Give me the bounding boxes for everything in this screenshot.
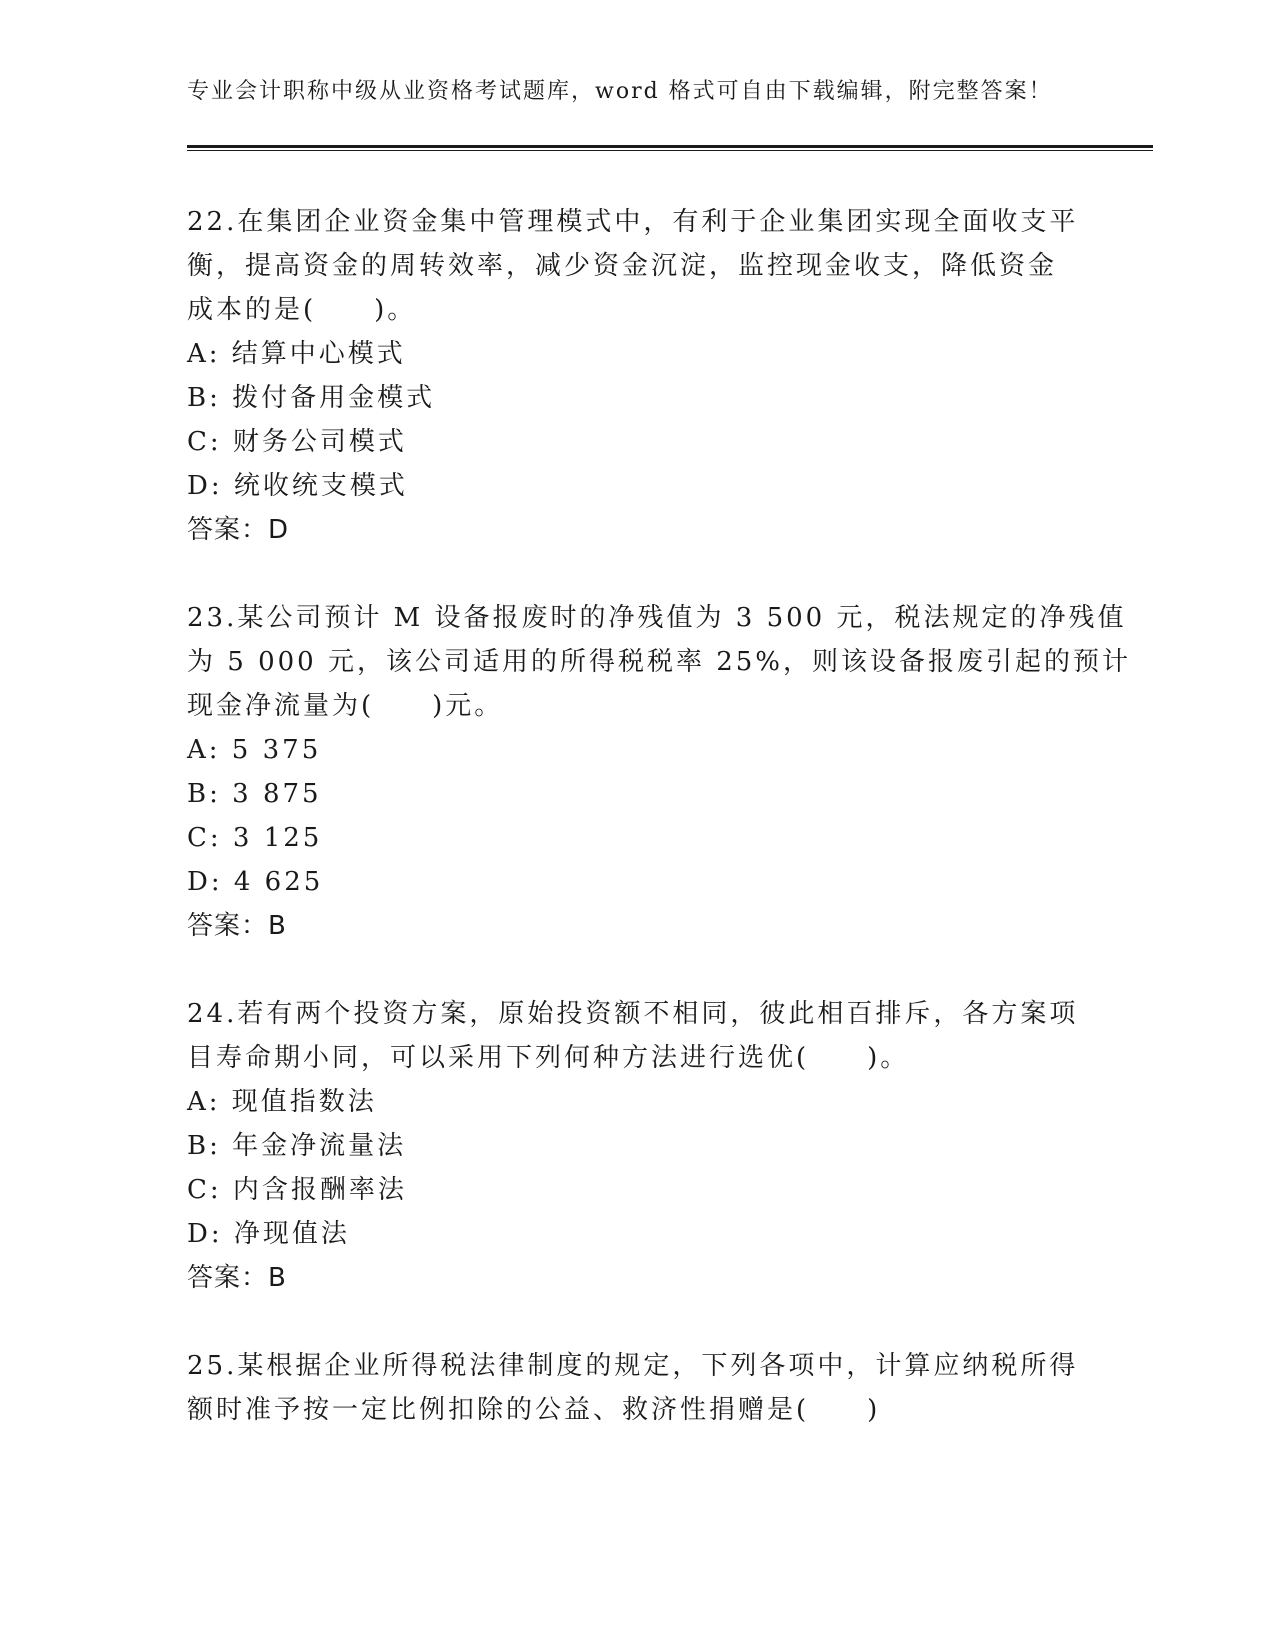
question-25-stem-line-1: 25.某根据企业所得税法律制度的规定，下列各项中，计算应纳税所得 [187,1351,1079,1381]
question-22-answer: 答案：D [187,515,290,545]
question-23-option-a: A: 5 375 [187,735,322,765]
question-24-stem-line-1: 24.若有两个投资方案，原始投资额不相同，彼此相百排斥，各方案项 [187,999,1079,1029]
question-24-stem-line-2: 目寿命期小同，可以采用下列何种方法进行选优( )。 [187,1043,910,1073]
question-23-option-d: D: 4 625 [187,867,324,897]
question-22-option-d: D: 统收统支模式 [187,471,408,501]
question-22-option-a: A: 结算中心模式 [187,339,406,369]
page-header: 专业会计职称中级从业资格考试题库，word 格式可自由下载编辑，附完整答案！ [187,79,1053,104]
question-24-answer: 答案：B [187,1263,287,1293]
header-rule-thick [187,145,1153,148]
question-23-stem-line-2: 为 5 000 元，该公司适用的所得税税率 25%，则该设备报废引起的预计 [187,647,1132,677]
question-24-option-b: B: 年金净流量法 [187,1131,407,1161]
header-rule-thin [187,150,1153,151]
question-23-option-b: B: 3 875 [187,779,322,809]
question-25-stem-line-2: 额时准予按一定比例扣除的公益、救济性捐赠是( ) [187,1395,881,1425]
question-24-option-d: D: 净现值法 [187,1219,350,1249]
question-22-stem-line-3: 成本的是( )。 [187,295,417,325]
question-22-option-c: C: 财务公司模式 [187,427,407,457]
question-24-option-c: C: 内含报酬率法 [187,1175,407,1205]
question-23-option-c: C: 3 125 [187,823,323,853]
question-22-option-b: B: 拨付备用金模式 [187,383,436,413]
question-22-stem-line-1: 22.在集团企业资金集中管理模式中，有利于企业集团实现全面收支平 [187,207,1079,237]
question-23-stem-line-1: 23.某公司预计 M 设备报废时的净残值为 3 500 元，税法规定的净残值 [187,603,1127,633]
question-23-answer: 答案：B [187,911,287,941]
question-23-stem-line-3: 现金净流量为( )元。 [187,691,504,721]
question-22-stem-line-2: 衡，提高资金的周转效率，减少资金沉淀，监控现金收支，降低资金 [187,251,1058,281]
question-24-option-a: A: 现值指数法 [187,1087,377,1117]
